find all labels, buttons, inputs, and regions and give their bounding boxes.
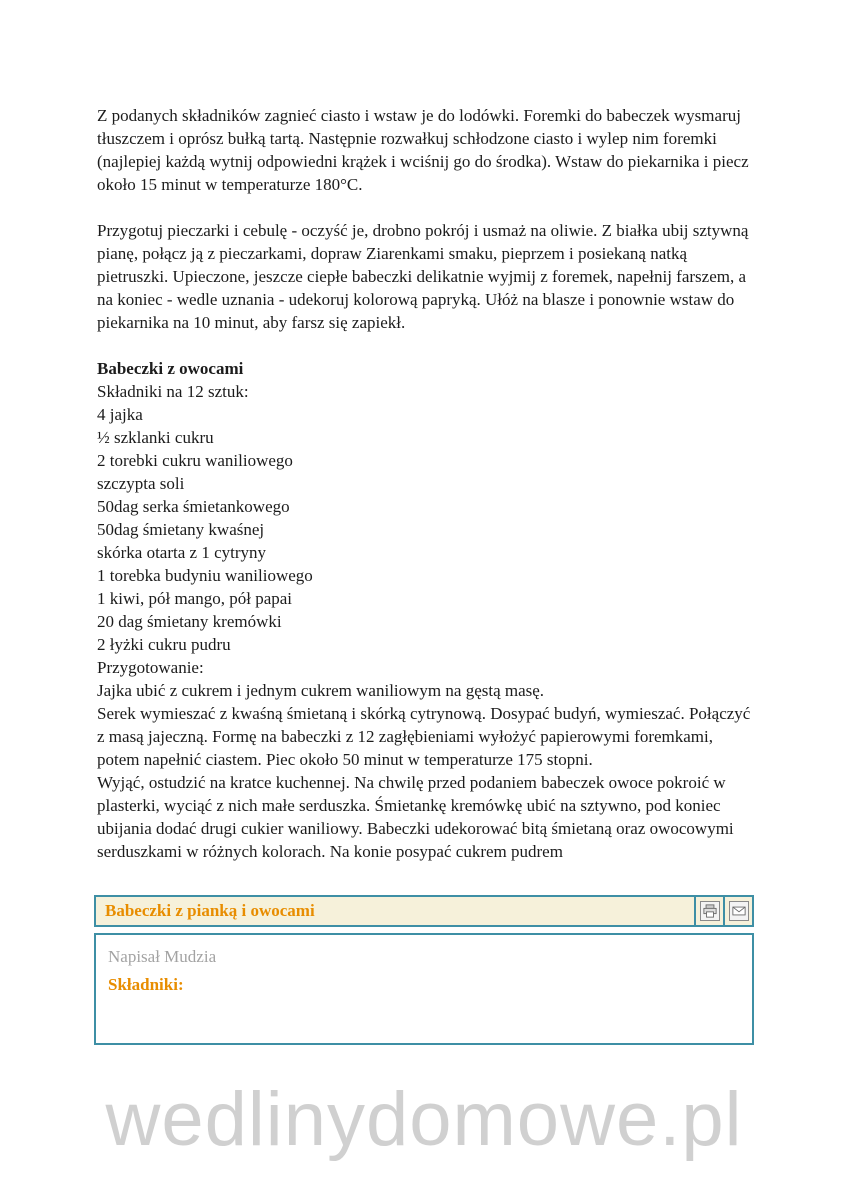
recipe-line: 2 torebki cukru waniliowego xyxy=(97,451,293,470)
recipe-line: 2 łyżki cukru pudru xyxy=(97,635,231,654)
watermark: wedlinydomowe.pl xyxy=(105,1077,743,1162)
recipe-line: skórka otarta z 1 cytryny xyxy=(97,543,266,562)
recipe-line: 50dag serka śmietankowego xyxy=(97,497,290,516)
recipe-line: 50dag śmietany kwaśnej xyxy=(97,520,265,539)
recipe-line: 20 dag śmietany kremówki xyxy=(97,612,282,631)
article-body-box xyxy=(94,933,754,1045)
recipe-line: Serek wymieszać z kwaśną śmietaną i skórką cytrynową. Dosypać budyń, wymieszać. Połączyć z masą jajeczną. Formę na babeczki z 12 zagłębieniami wyłożyć papierowymi foremkami, potem napełnić ciastem. Piec około 50 minut w temperaturze 175 stopni. xyxy=(97,704,751,769)
email-button[interactable] xyxy=(723,897,752,925)
recipe-line: 1 kiwi, pół mango, pół papai xyxy=(97,589,293,608)
recipe-line: 4 jajka xyxy=(97,405,143,424)
print-icon xyxy=(700,901,720,921)
recipe-line: Składniki na 12 sztuk: xyxy=(97,382,249,401)
paragraph-dough: Z podanych składników zagnieć ciasto i wstaw je do lodówki. Foremki do babeczek wysmaruj tłuszczem i oprósz bułką tartą. Następnie rozwałkuj schłodzone ciasto i wylep nim foremki (najlepiej każdą wytnij odpowiedni krążek i wciśnij go do środka). Wstaw do piekarnika i piecz około 15 minut w temperaturze 180°C. xyxy=(97,106,749,194)
ingredients-label: Składniki: xyxy=(108,975,184,994)
article-header-bar xyxy=(94,895,754,927)
recipe-line: Wyjąć, ostudzić na kratce kuchennej. Na chwilę przed podaniem babeczek owoce pokroić w plasterki, wyciąć z nich małe serduszka. Śmietankę kremówkę ubić na sztywno, pod koniec ubijania dodać drugi cukier waniliowy. Babeczki udekorować bitą śmietaną oraz owocowymi serduszkami w różnych kolorach. Na konie posypać cukrem pudrem xyxy=(97,773,734,861)
recipe-line: Jajka ubić z cukrem i jednym cukrem waniliowym na gęstą masę. xyxy=(97,681,545,700)
recipe-line: szczypta soli xyxy=(97,474,185,493)
recipe-line: Przygotowanie: xyxy=(97,658,204,677)
paragraph-filling: Przygotuj pieczarki i cebulę - oczyść je, drobno pokrój i usmaż na oliwie. Z białka ubij sztywną pianę, połącz ją z pieczarkami, dopraw Ziarenkami smaku, pieprzem i posiekaną natką pietruszki. Upieczone, jeszcze ciepłe babeczki delikatnie wyjmij z foremek, napełnij farszem, a na koniec - wedle uznania - udekoruj kolorową papryką. Ułóż na blasze i ponownie wstaw do piekarnika na 10 minut, aby farsz się zapiekł. xyxy=(97,221,749,332)
article-title: Babeczki z pianką i owocami xyxy=(105,901,315,920)
email-icon xyxy=(729,901,749,921)
recipe-section xyxy=(97,357,752,863)
print-button[interactable] xyxy=(694,897,723,925)
recipe-title: Babeczki z owocami xyxy=(97,359,244,378)
recipe-line: 1 torebka budyniu waniliowego xyxy=(97,566,313,585)
recipe-line: ½ szklanki cukru xyxy=(97,428,214,447)
author-line: Napisał Mudzia xyxy=(108,947,217,966)
